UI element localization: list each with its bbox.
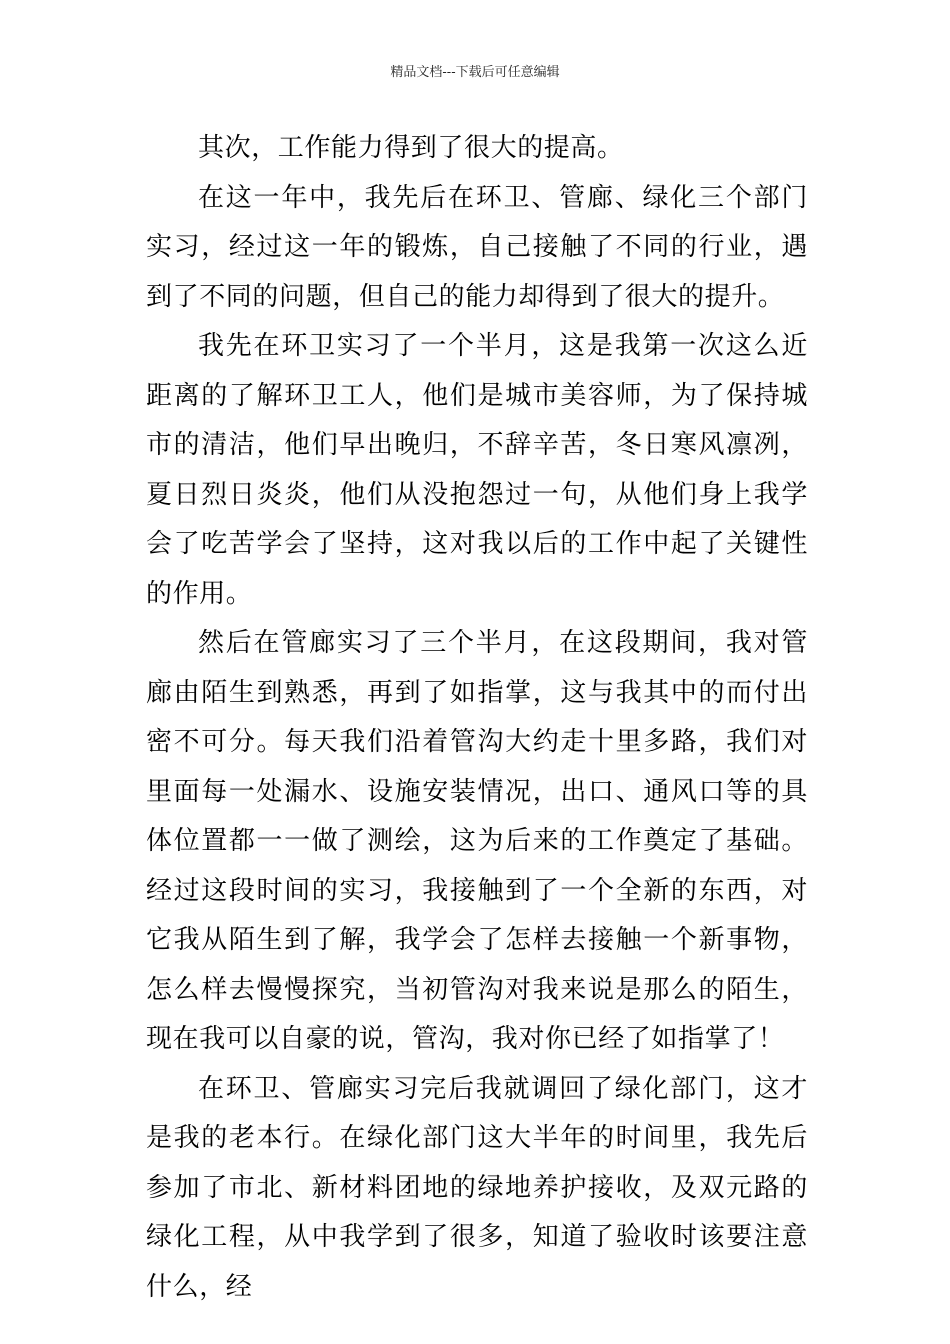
paragraph-3: 我先在环卫实习了一个半月，这是我第一次这么近距离的了解环卫工人，他们是城市美容师，为了保持城市的清洁，他们早出晚归，不辞辛苦，冬日寒风凛冽，夏日烈日炎炎，他们从没抱怨过一句，从他们身上我学会了吃苦学会了坚持，这对我以后的工作中起了关键性的作用。 xyxy=(146,331,808,609)
paragraph-2: 在这一年中，我先后在环卫、管廊、绿化三个部门实习，经过这一年的锻炼，自己接触了不同的行业，遇到了不同的问题，但自己的能力却得到了很大的提升。 xyxy=(146,182,808,312)
paragraph-1: 其次，工作能力得到了很大的提高。 xyxy=(198,133,624,163)
page-header: 精品文档---下载后可任意编辑 xyxy=(390,65,560,80)
paragraph-5: 在环卫、管廊实习完后我就调回了绿化部门，这才是我的老本行。在绿化部门这大半年的时间里，我先后参加了市北、新材料团地的绿地养护接收，及双元路的绿化工程，从中我学到了很多，知道了验收时该要注意什么，经 xyxy=(146,1073,808,1302)
paragraph-4: 然后在管廊实习了三个半月，在这段期间，我对管廊由陌生到熟悉，再到了如指掌，这与我其中的而付出密不可分。每天我们沿着管沟大约走十里多路，我们对里面每一处漏水、设施安装情况，出口、通风口等的具体位置都一一做了测绘，这为后来的工作奠定了基础。经过这段时间的实习，我接触到了一个全新的东西，对它我从陌生到了解，我学会了怎样去接触一个新事物，怎么样去慢慢探究，当初管沟对我来说是那么的陌生，现在我可以自豪的说，管沟，我对你已经了如指掌了！ xyxy=(146,628,808,1054)
document-body xyxy=(146,124,808,1312)
